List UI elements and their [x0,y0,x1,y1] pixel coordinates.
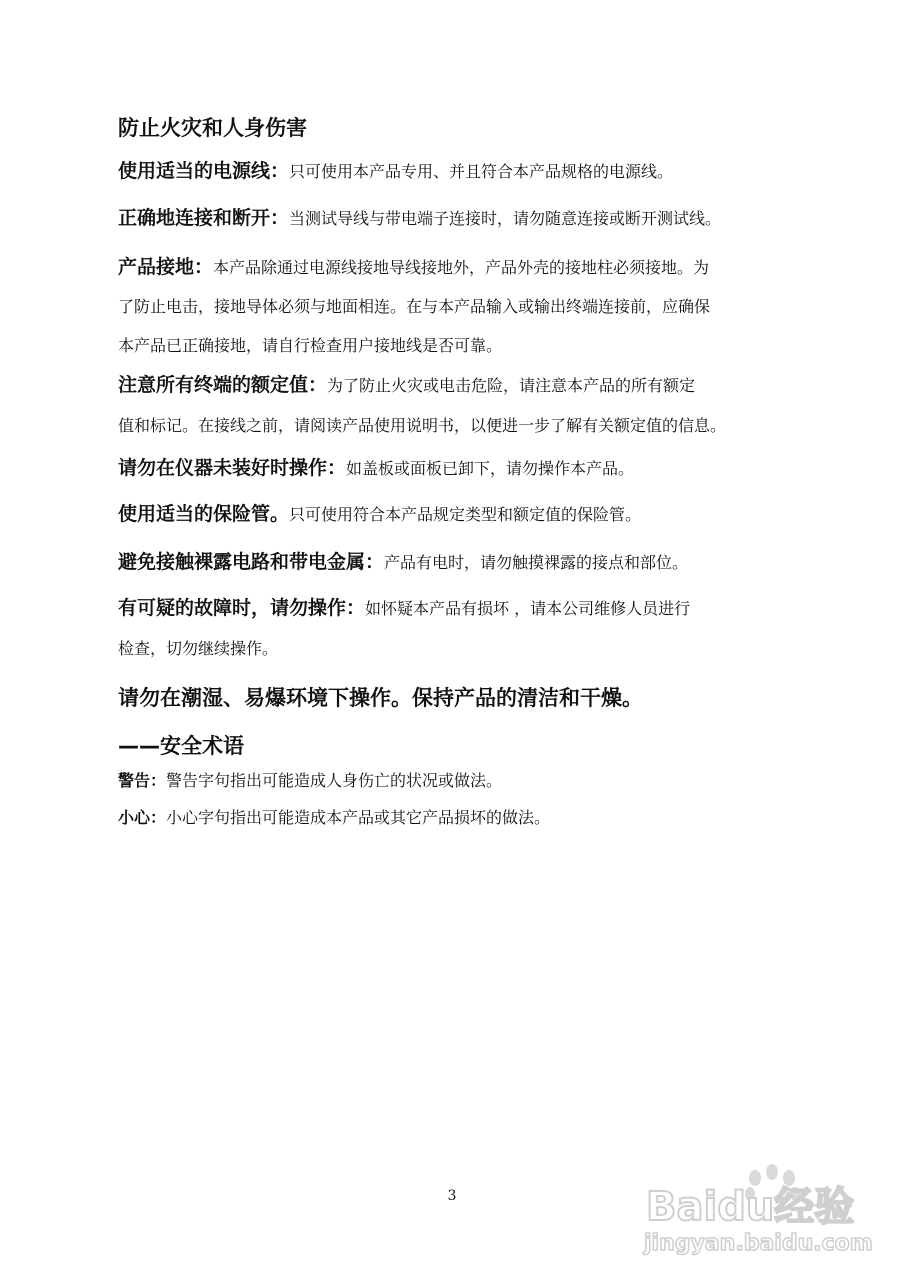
item-text: 当测试导线与带电端子连接时，请勿随意连接或断开测试线。 [289,209,722,228]
item-head: 产品接地： [118,256,214,278]
term-text: 小心字句指出可能造成本产品或其它产品损坏的做法。 [166,808,551,827]
item-fuse [118,505,641,524]
item-text: 产品有电时，请勿触摸裸露的接点和部位。 [384,553,689,572]
term-warning [118,773,502,789]
item-head: 避免接触裸露电路和带电金属： [118,551,385,573]
item-ratings [118,376,695,395]
item-head: 请勿在仪器未装好时操作： [118,457,347,479]
item-exposed [118,553,688,572]
item-connect [118,209,721,228]
watermark-url: jingyan.baidu.com [644,1231,873,1256]
item-head: 注意所有终端的额定值： [118,374,328,396]
item-text: 如怀疑本产品有损坏 ，请本公司维修人员进行 [365,599,691,618]
item-head: 有可疑的故障时，请勿操作： [118,597,366,619]
term-head: 小心： [118,808,167,827]
item-text: 只可使用本产品专用、并且符合本产品规格的电源线。 [289,162,674,181]
section-title: 防止火灾和人身伤害 [118,116,307,140]
item-ground-line3: 本产品已正确接地，请自行检查用户接地线是否可靠。 [118,336,503,355]
page-number: 3 [447,1188,457,1204]
item-head: 正确地连接和断开： [118,207,290,229]
item-head: 使用适当的电源线： [118,160,290,182]
baidu-watermark [640,1150,880,1260]
term-text: 警告字句指出可能造成人身伤亡的状况或做法。 [166,771,503,790]
warning-line: 请勿在潮湿、易爆环境下操作。保持产品的清洁和干燥。 [118,686,643,710]
item-text: 本产品除通过电源线接地导线接地外，产品外壳的接地柱必须接地。为 [213,258,710,277]
item-text: 只可使用符合本产品规定类型和额定值的保险管。 [289,505,642,524]
item-no-cover [118,459,634,478]
item-ratings-line2: 值和标记。在接线之前，请阅读产品使用说明书，以便进一步了解有关额定值的信息。 [118,416,727,435]
item-fault [118,599,690,618]
item-fault-line2: 检查，切勿继续操作。 [118,639,279,658]
item-head: 使用适当的保险管。 [118,503,290,525]
item-ground [118,258,709,277]
section2-title: ——安全术语 [118,734,244,758]
watermark-logo: Baidu经验 [646,1184,855,1230]
term-caution [118,810,550,826]
item-text: 为了防止火灾或电击危险，请注意本产品的所有额定 [327,376,696,395]
term-head: 警告： [118,771,167,790]
item-text: 如盖板或面板已卸下，请勿操作本产品。 [346,459,635,478]
item-ground-line2: 了防止电击，接地导体必须与地面相连。在与本产品输入或输出终端连接前，应确保 [118,297,711,316]
item-power-cord [118,162,673,181]
